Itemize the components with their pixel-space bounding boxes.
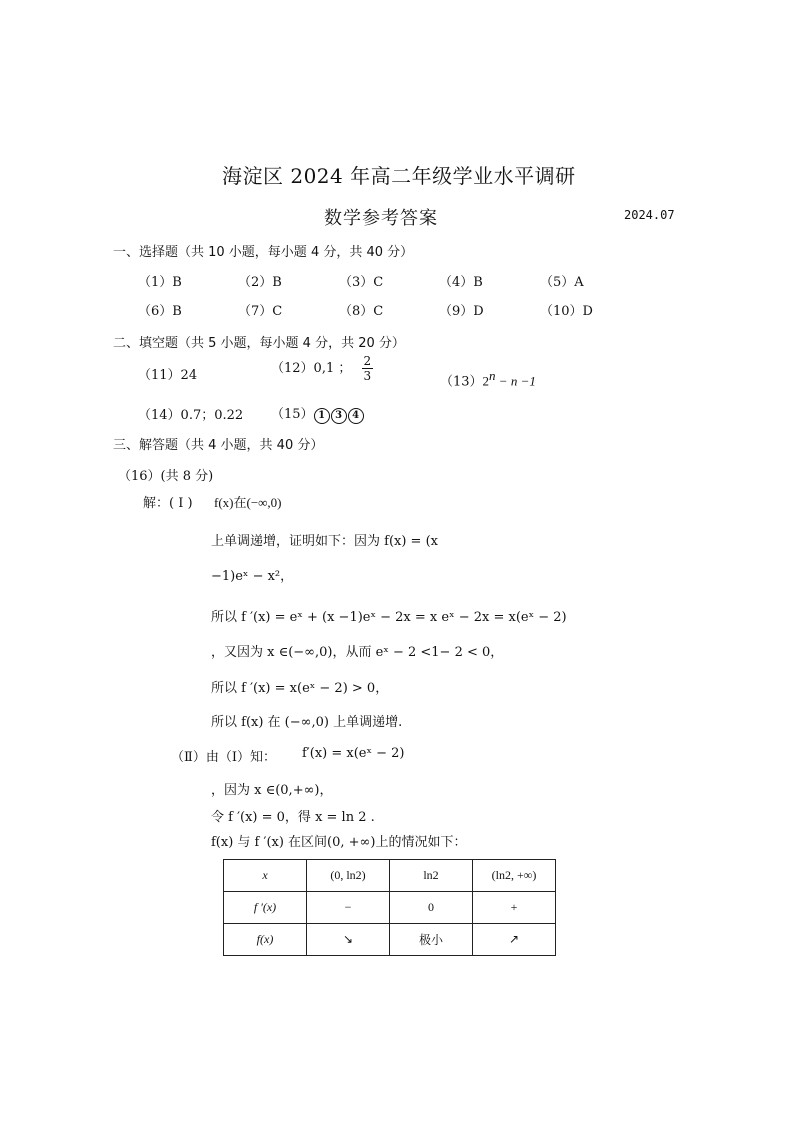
question-16-title: （16）(共 8 分) <box>118 469 214 484</box>
answer-14: （14）0.7；0.22 <box>138 408 244 423</box>
table-cell: f ′(x) <box>224 892 307 924</box>
answer-12 <box>271 354 373 383</box>
table-cell: (0, ln2) <box>307 860 390 892</box>
proof-line-2: −1)eˣ − x²， <box>211 569 294 584</box>
table-row <box>224 924 556 956</box>
document-title: 海淀区 2024 年高二年级学业水平调研 <box>222 164 576 188</box>
table-cell-decreasing-arrow-icon: ↘ <box>307 924 390 956</box>
circled-four-icon: 4 <box>348 408 364 424</box>
answer-13-exponent: n <box>489 368 496 383</box>
part2-expression: f′(x) = x(eˣ − 2) <box>302 746 405 761</box>
table-cell: 极小 <box>390 924 473 956</box>
answer-8: （8）C <box>339 304 384 319</box>
proof-line-9: f(x) 与 f ′(x) 在区间(0, +∞)上的情况如下： <box>211 835 467 850</box>
answer-15-label: （15） <box>271 407 314 422</box>
table-row <box>224 892 556 924</box>
table-cell: 0 <box>390 892 473 924</box>
circled-one-icon: 1 <box>314 408 330 424</box>
part1-head: f(x)在(−∞,0) <box>214 495 282 510</box>
table-cell: f(x) <box>224 924 307 956</box>
document-date: 2024.07 <box>624 208 675 222</box>
answer-7: （7）C <box>238 304 283 319</box>
section1-heading: 一、选择题（共 10 小题，每小题 4 分，共 40 分） <box>113 245 414 260</box>
proof-line-8: 令 f ′(x) = 0，得 x = ln 2 . <box>211 810 375 825</box>
section3-heading: 三、解答题（共 4 小题，共 40 分） <box>113 438 324 453</box>
answer-11: （11）24 <box>138 368 198 383</box>
part1-label: 解：( Ⅰ ) <box>143 496 193 511</box>
part2-label: （Ⅱ）由（Ⅰ）知： <box>171 750 276 765</box>
document-subtitle: 数学参考答案 <box>324 208 438 229</box>
answer-2: （2）B <box>238 275 282 290</box>
fraction-numerator: 2 <box>363 354 372 368</box>
answer-12-label: （12）0,1 ； <box>271 361 352 376</box>
circled-three-icon: 3 <box>331 408 347 424</box>
proof-line-6: 所以 f(x) 在 (−∞,0) 上单调递增. <box>211 715 403 730</box>
proof-line-7: ，因为 x ∈(0,+∞)， <box>211 783 333 798</box>
table-cell: + <box>473 892 556 924</box>
monotonicity-table <box>223 859 556 956</box>
fraction-denominator: 3 <box>363 369 372 383</box>
table-cell: (ln2, +∞) <box>473 860 556 892</box>
answer-9: （9）D <box>439 304 484 319</box>
proof-line-4: ，又因为 x ∈(−∞,0)，从而 eˣ − 2 <1− 2 < 0， <box>211 645 504 660</box>
proof-line-5: 所以 f ′(x) = x(eˣ − 2) > 0， <box>211 681 389 696</box>
table-cell-increasing-arrow-icon: ↗ <box>473 924 556 956</box>
fraction-two-thirds <box>362 354 374 383</box>
proof-line-3: 所以 f ′(x) = eˣ + (x −1)eˣ − 2x = x eˣ − 2x = x(eˣ − 2) <box>211 610 567 625</box>
table-cell: x <box>224 860 307 892</box>
answer-13-rest: − n −1 <box>495 373 536 389</box>
table-row <box>224 860 556 892</box>
answer-13-label: （13） <box>440 374 483 390</box>
answer-4: （4）B <box>439 275 483 290</box>
answer-13-base: 2 <box>482 373 490 389</box>
answer-1: （1）B <box>138 275 182 290</box>
answer-5: （5）A <box>540 275 584 290</box>
answer-3: （3）C <box>339 275 384 290</box>
answer-15 <box>271 403 365 424</box>
table-cell: − <box>307 892 390 924</box>
answer-10: （10）D <box>540 304 593 319</box>
answer-6: （6）B <box>138 304 182 319</box>
table-cell: ln2 <box>390 860 473 892</box>
answer-13 <box>440 368 536 389</box>
proof-line-1: 上单调递增，证明如下：因为 f(x) = (x <box>211 534 438 549</box>
section2-heading: 二、填空题（共 5 小题，每小题 4 分，共 20 分） <box>113 336 405 351</box>
